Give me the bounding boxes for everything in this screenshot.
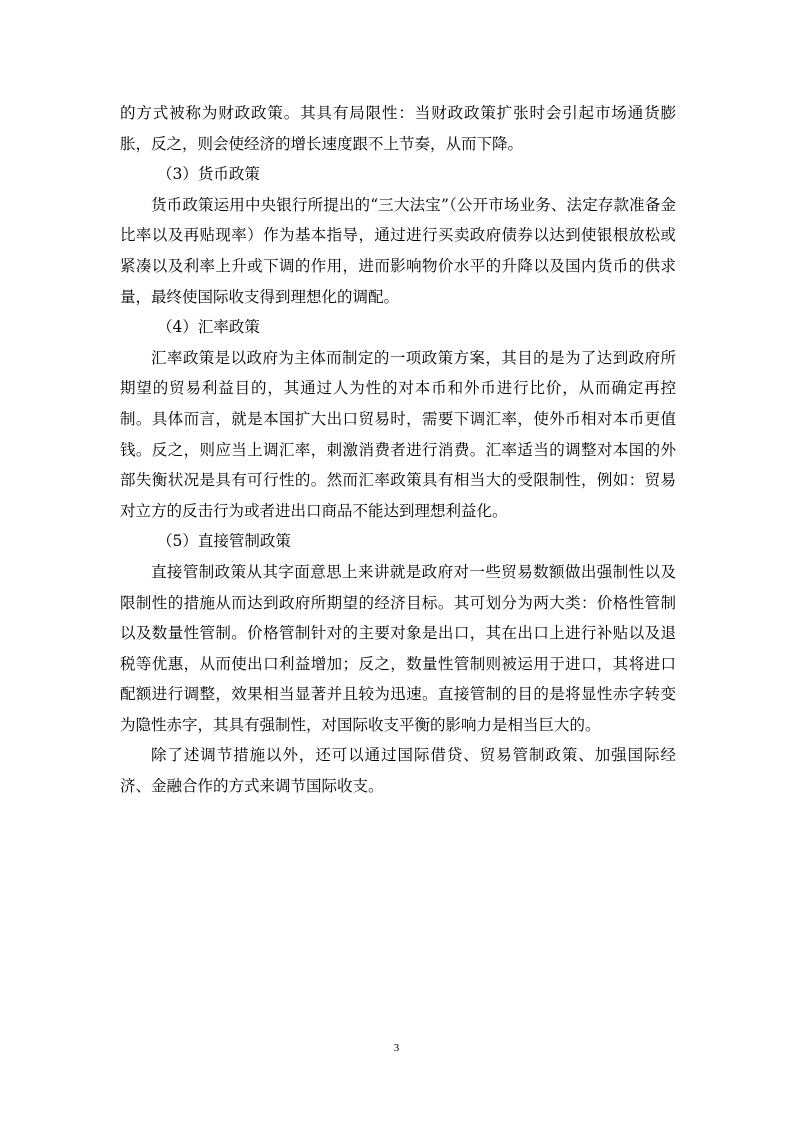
- heading-monetary-policy: （3）货币政策: [157, 165, 260, 184]
- paragraph-other-measures: 除了述调节措施以外，还可以通过国际借贷、贸易管制政策、加强国际经济、金融合作的方式来调节国际收支。: [120, 746, 676, 796]
- heading-direct-control-policy: （5）直接管制政策: [157, 532, 291, 551]
- heading-exchange-rate-policy: （4）汇率政策: [157, 318, 260, 337]
- paragraph-direct-control-policy: 直接管制政策从其字面意思上来讲就是政府对一些贸易数额做出强制性以及限制性的措施从而达到政府所期望的经济目标。其可划分为两大类：价格性管制以及数量性管制。价格管制针对的主要对象是出口，其在出口上进行补贴以及退税等优惠，从而使出口利益增加；反之，数量性管制则被运用于进口，其将进口配额进行调整，效果相当显著并且较为迅速。直接管制的目的是将显性赤字转变为隐性赤字，其具有强制性，对国际收支平衡的影响力是相当巨大的。: [120, 562, 676, 734]
- document-body: [120, 98, 676, 802]
- page-number: 3: [393, 1042, 400, 1054]
- paragraph-exchange-rate-policy: 汇率政策是以政府为主体而制定的一项政策方案，其目的是为了达到政府所期望的贸易利益目的，其通过人为性的对本币和外币进行比价，从而确定再控制。具体而言，就是本国扩大出口贸易时，需要下调汇率，使外币相对本币更值钱。反之，则应当上调汇率，刺激消费者进行消费。汇率适当的调整对本国的外部失衡状况是具有可行性的。然而汇率政策具有相当大的受限制性，例如：贸易对立方的反击行为或者进出口商品不能达到理想利益化。: [120, 348, 676, 520]
- paragraph-monetary-policy: 货币政策运用中央银行所提出的“三大法宝”（公开市场业务、法定存款准备金比率以及再贴现率）作为基本指导，通过进行买卖政府债券以达到使银根放松或紧凑以及利率上升或下调的作用，进而影响物价水平的升降以及国内货币的供求量，最终使国际收支得到理想化的调配。: [120, 195, 676, 306]
- paragraph-fiscal-policy-continuation: 的方式被称为财政政策。其具有局限性：当财政政策扩张时会引起市场通货膨胀，反之，则会使经济的增长速度跟不上节奏，从而下降。: [120, 104, 676, 153]
